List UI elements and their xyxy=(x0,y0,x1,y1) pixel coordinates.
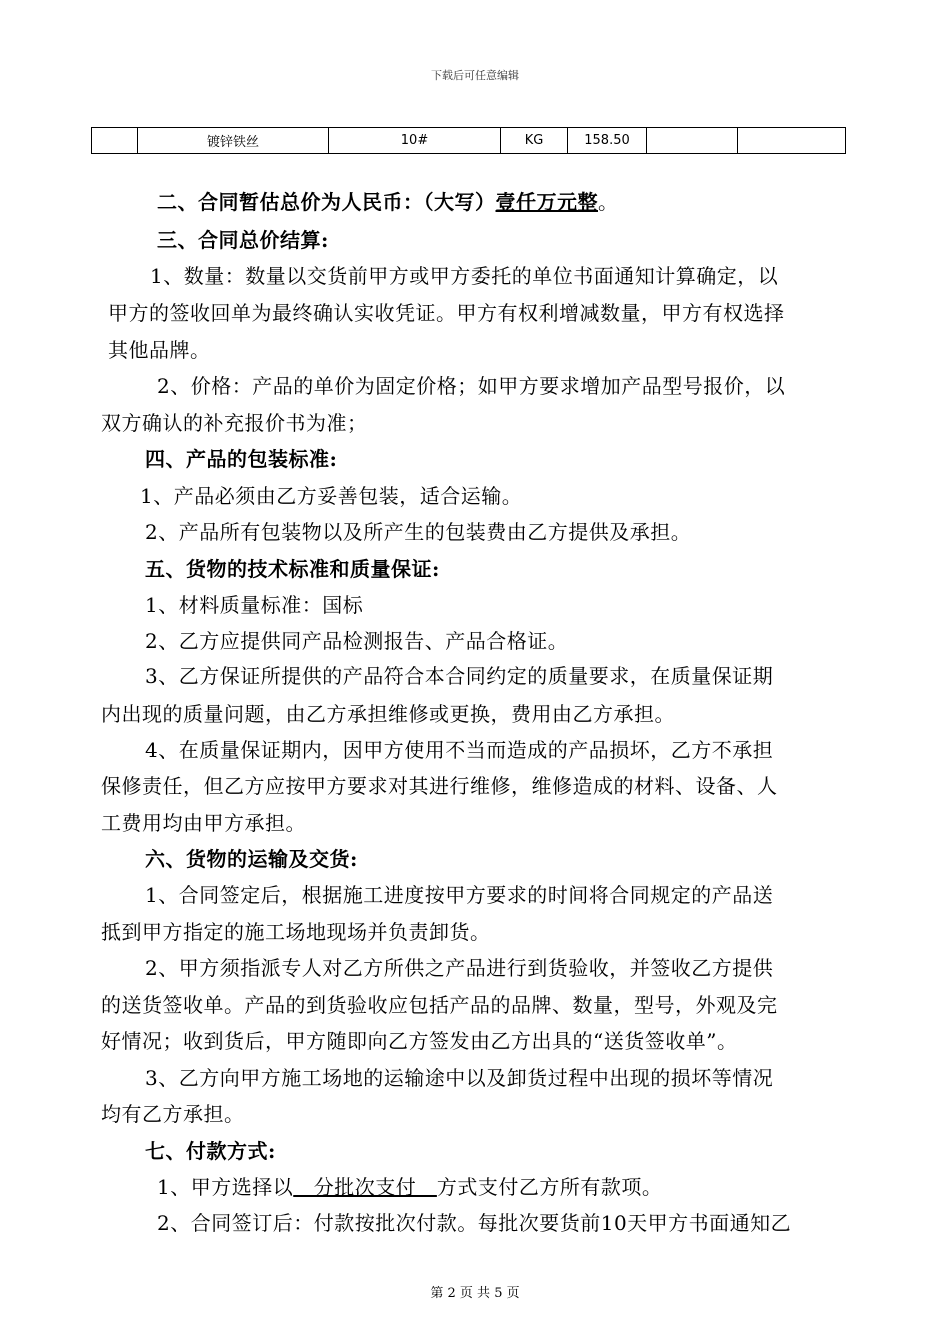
paragraph-line: 3、乙方向甲方施工场地的运输途中以及卸货过程中出现的损坏等情况 xyxy=(145,1066,774,1090)
paragraph-line: 1、产品必须由乙方妥善包装，适合运输。 xyxy=(140,484,523,508)
table-cell xyxy=(738,128,846,154)
paragraph-line: 2、乙方应提供同产品检测报告、产品合格证。 xyxy=(145,629,569,653)
paragraph-line: 甲方的签收回单为最终确认实收凭证。甲方有权利增减数量，甲方有权选择 xyxy=(108,301,785,325)
section-2-total-price xyxy=(157,189,619,215)
paragraph-line: 双方确认的补充报价书为准； xyxy=(101,411,368,435)
paragraph-line: 工费用均由甲方承担。 xyxy=(101,811,306,835)
table-row xyxy=(92,128,846,154)
paragraph-line: 好情况；收到货后，甲方随即向乙方签发由乙方出具的“送货签收单”。 xyxy=(101,1029,738,1053)
payment-method-prefix: 1、甲方选择以 xyxy=(157,1175,294,1199)
table-cell: 158.50 xyxy=(568,128,647,154)
section-3-heading: 三、合同总价结算: xyxy=(157,228,329,252)
page-footer: 第 2 页 共 5 页 xyxy=(430,1286,520,1301)
section-6-heading: 六、货物的运输及交货: xyxy=(145,847,358,871)
paragraph-line: 1、合同签定后，根据施工进度按甲方要求的时间将合同规定的产品送 xyxy=(145,883,774,907)
paragraph-line: 的送货签收单。产品的到货验收应包括产品的品牌、数量，型号，外观及完 xyxy=(101,993,778,1017)
paragraph-line: 内出现的质量问题，由乙方承担维修或更换，费用由乙方承担。 xyxy=(101,702,675,726)
section-2-label: 二、合同暂估总价为人民币：（大写） xyxy=(157,190,496,214)
paragraph-line: 其他品牌。 xyxy=(108,338,211,362)
section-2-end: 。 xyxy=(598,190,619,214)
payment-method-value: 分批次支付 xyxy=(293,1175,437,1199)
paragraph-line: 1、数量：数量以交货前甲方或甲方委托的单位书面通知计算确定，以 xyxy=(150,264,779,288)
paragraph-line: 2、产品所有包装物以及所产生的包装费由乙方提供及承担。 xyxy=(145,520,692,544)
payment-method-suffix: 方式支付乙方所有款项。 xyxy=(436,1175,663,1199)
table-cell: 10# xyxy=(329,128,501,154)
section-4-heading: 四、产品的包装标准: xyxy=(145,447,338,471)
paragraph-line: 2、价格：产品的单价为固定价格；如甲方要求增加产品型号报价，以 xyxy=(157,374,786,398)
table-cell xyxy=(647,128,738,154)
table-cell: 镀锌铁丝 xyxy=(138,128,329,154)
paragraph-line: 保修责任，但乙方应按甲方要求对其进行维修，维修造成的材料、设备、人 xyxy=(101,774,778,798)
paragraph-line: 抵到甲方指定的施工场地现场并负责卸货。 xyxy=(101,920,491,944)
table-cell xyxy=(92,128,138,154)
paragraph-line: 3、乙方保证所提供的产品符合本合同约定的质量要求，在质量保证期 xyxy=(145,664,774,688)
total-price-amount: 壹仟万元整 xyxy=(495,190,598,214)
paragraph-line: 2、甲方须指派专人对乙方所供之产品进行到货验收，并签收乙方提供 xyxy=(145,956,774,980)
paragraph-line: 2、合同签订后：付款按批次付款。每批次要货前10天甲方书面通知乙 xyxy=(157,1211,792,1235)
section-7-heading: 七、付款方式: xyxy=(145,1139,276,1163)
product-table xyxy=(91,127,846,154)
table-cell: KG xyxy=(501,128,568,154)
paragraph-line: 4、在质量保证期内，因甲方使用不当而造成的产品损坏，乙方不承担 xyxy=(145,738,774,762)
payment-method-line xyxy=(157,1174,662,1200)
paragraph-line: 均有乙方承担。 xyxy=(101,1102,245,1126)
page-header: 下载后可任意编辑 xyxy=(431,69,519,82)
section-5-heading: 五、货物的技术标准和质量保证: xyxy=(145,557,440,581)
paragraph-line: 1、材料质量标准：国标 xyxy=(145,593,364,617)
